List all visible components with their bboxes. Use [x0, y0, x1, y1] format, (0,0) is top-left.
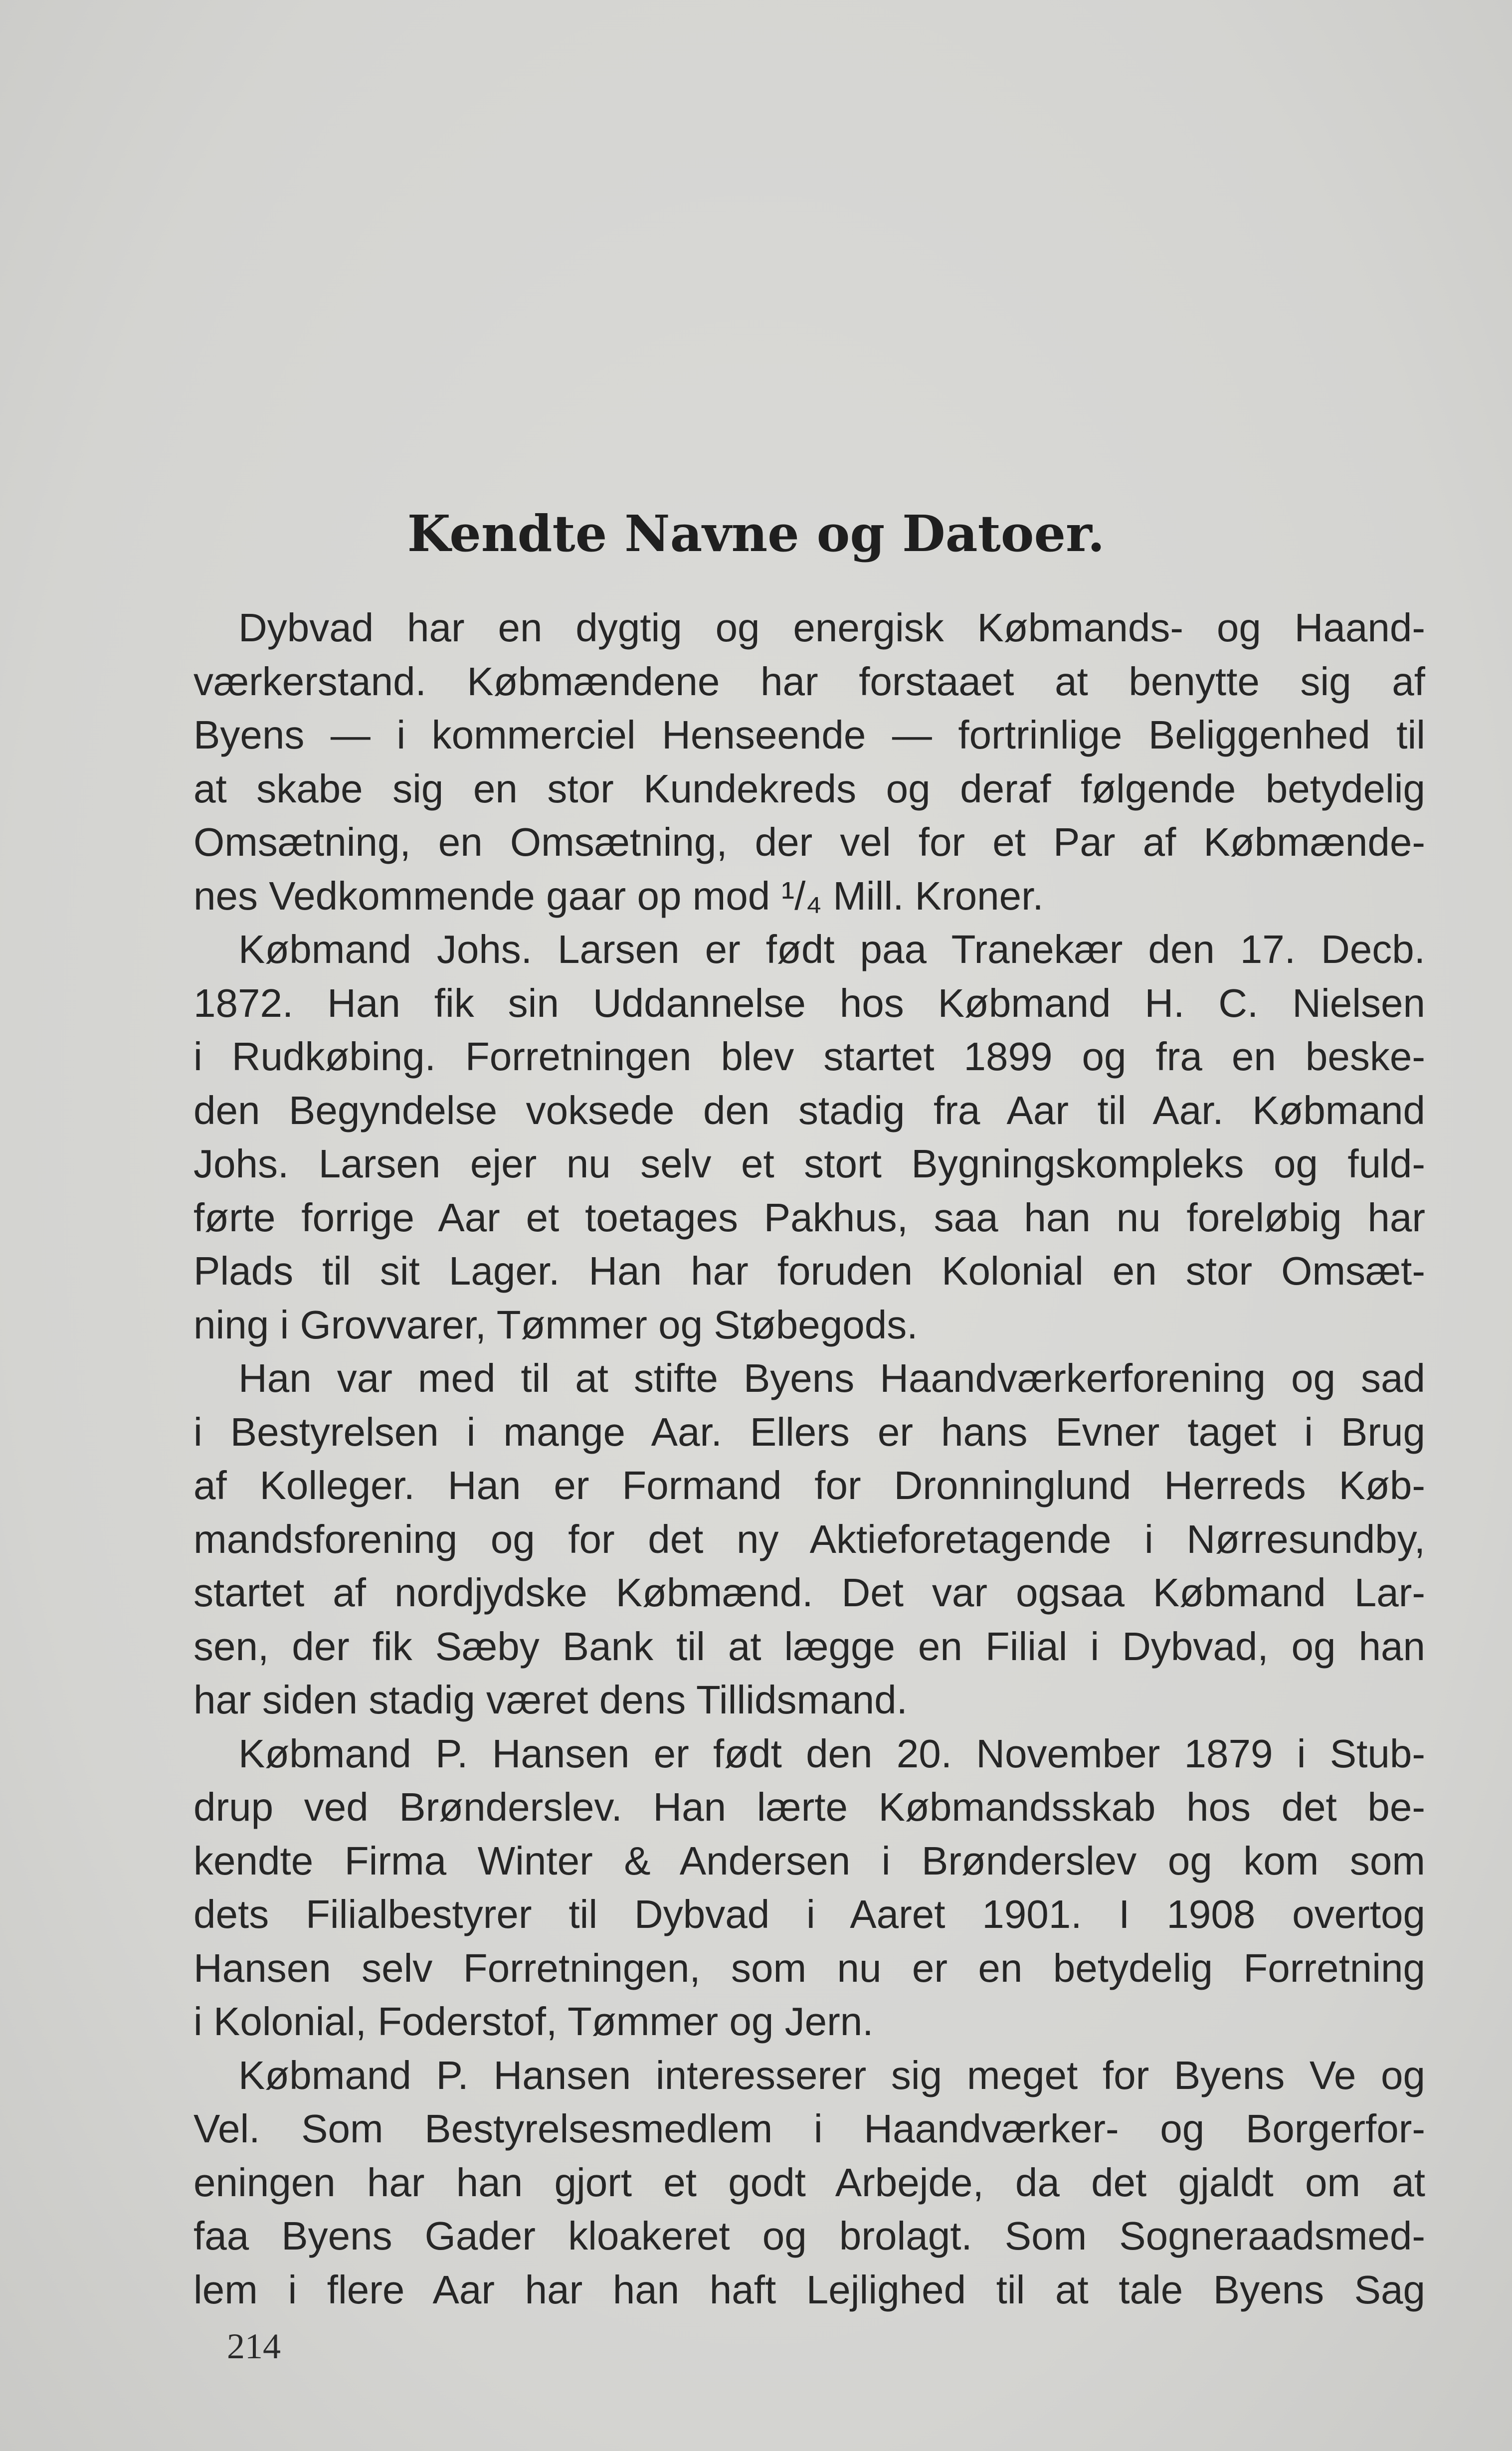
text-line: ning i Grovvarer, Tømmer og Støbegods.	[193, 1302, 918, 1347]
text-line: lem i flere Aar har han haft Lejlighed til at tale Byens Sag	[193, 2267, 1425, 2312]
text-line: mandsforening og for det ny Aktieforetagende i Nørresundby,	[193, 1516, 1425, 1561]
text-line: Byens — i kommerciel Henseende — fortrinlige Beliggenhed til	[193, 713, 1425, 757]
text-line: faa Byens Gader kloakeret og brolagt. Som Sogneraadsmed-	[193, 2214, 1425, 2258]
text-line: Vel. Som Bestyrelsesmedlem i Haandværker- og Borgerfor-	[193, 2106, 1425, 2151]
text-line: Omsætning, en Omsætning, der vel for et Par af Købmænde-	[193, 820, 1425, 864]
text-line: nes Vedkommende gaar op mod ¹/₄ Mill. Kroner.	[193, 873, 1044, 918]
text-line: Købmand P. Hansen interesserer sig meget for Byens Ve og	[238, 2053, 1425, 2097]
text-line: værkerstand. Købmændene har forstaaet at benytte sig af	[193, 659, 1425, 704]
text-line: eningen har han gjort et godt Arbejde, da det gjaldt om at	[193, 2160, 1425, 2205]
text-line: Købmand P. Hansen er født den 20. November 1879 i Stub-	[238, 1731, 1425, 1776]
text-line: førte forrige Aar et toetages Pakhus, saa han nu foreløbig har	[193, 1195, 1425, 1240]
text-line: Plads til sit Lager. Han har foruden Kolonial en stor Omsæt-	[193, 1249, 1425, 1293]
body-text	[193, 601, 1425, 2316]
text-line: Johs. Larsen ejer nu selv et stort Bygningskompleks og fuld-	[193, 1141, 1425, 1186]
text-line: Hansen selv Forretningen, som nu er en betydelig Forretning	[193, 1945, 1425, 1990]
text-line: at skabe sig en stor Kundekreds og deraf følgende betydelig	[193, 766, 1425, 811]
text-line: dets Filialbestyrer til Dybvad i Aaret 1901. I 1908 overtog	[193, 1892, 1425, 1936]
text-line: i Kolonial, Foderstof, Tømmer og Jern.	[193, 1999, 874, 2044]
text-line: Købmand Johs. Larsen er født paa Tranekær den 17. Decb.	[238, 927, 1425, 971]
text-line: Dybvad har en dygtig og energisk Købmands- og Haand-	[238, 605, 1425, 650]
text-line: i Bestyrelsen i mange Aar. Ellers er hans Evner taget i Brug	[193, 1409, 1425, 1454]
chapter-heading: Kendte Navne og Datoer.	[407, 504, 1105, 563]
text-line: i Rudkøbing. Forretningen blev startet 1899 og fra en beske-	[193, 1034, 1425, 1079]
text-line: af Kolleger. Han er Formand for Dronninglund Herreds Køb-	[193, 1463, 1425, 1508]
text-line: den Begyndelse voksede den stadig fra Aar til Aar. Købmand	[193, 1088, 1425, 1132]
page-number: 214	[227, 2326, 281, 2366]
text-line: startet af nordjydske Købmænd. Det var ogsaa Købmand Lar-	[193, 1570, 1425, 1615]
text-line: kendte Firma Winter & Andersen i Brønderslev og kom som	[193, 1838, 1425, 1883]
text-line: drup ved Brønderslev. Han lærte Købmandsskab hos det be-	[193, 1785, 1425, 1829]
text-line: Han var med til at stifte Byens Haandværkerforening og sad	[238, 1356, 1425, 1400]
text-line: har siden stadig været dens Tillidsmand.	[193, 1678, 908, 1722]
text-line: 1872. Han fik sin Uddannelse hos Købmand H. C. Nielsen	[193, 980, 1425, 1025]
text-line: sen, der fik Sæby Bank til at lægge en Filial i Dybvad, og han	[193, 1624, 1425, 1669]
